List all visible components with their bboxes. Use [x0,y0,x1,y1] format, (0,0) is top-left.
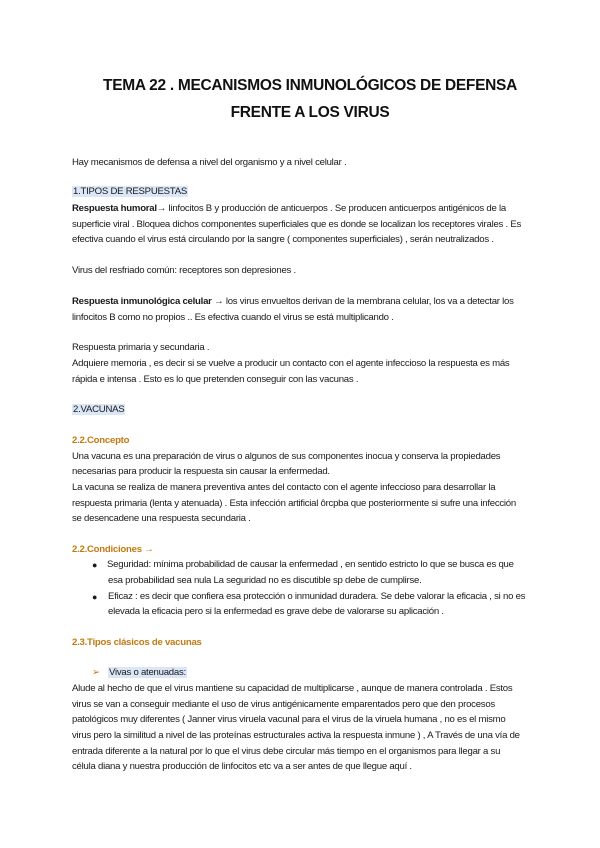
vivas-line-1: Alude al hecho de que el virus mantiene su capacidad de multiplicarse , aunque de manera controlada . Estos [72,683,513,694]
seguridad-line-2: esa probabilidad sea nula La seguridad no es discutible sp debe de cumplirse. [108,575,422,586]
section-2-heading: 2.VACUNAS [73,404,125,415]
vivas-line-4: virus pero la similitud a nivel de las proteínas estructurales activa la respuesta inmune ) , A Través de una vía de [72,730,520,741]
vivas-line-6: célula diana y nuestra producción de linfocitos etc va a ser antes de que llegue aquí . [72,761,412,772]
concepto-line-1: Una vacuna es una preparación de virus o algunos de sus componentes inocua y conserva la propiedades [72,451,501,462]
document-title-line-1: TEMA 22 . MECANISMOS INMUNOLÓGICOS DE DEFENSA [103,77,517,94]
concepto-line-5: se desencadene una respuesta secundaria . [72,513,251,524]
vivas-label: Vivas o atenuadas: [109,667,186,678]
humoral-paragraph-line-3: efectiva cuando el virus está circulando por la sangre ( componentes superficiales) , serán neutralizados . [72,234,494,245]
resfriado-paragraph: Virus del resfriado común: receptores son depresiones . [72,265,296,276]
celular-paragraph-line-2: linfocitos B como no propios .. Es efectiva cuando el virus se está multiplicando . [72,312,394,323]
concepto-line-4: respuesta primaria (lenta y atenuada) . Esta infección artificial ôrcpba que posteriormente si sufre una infección [72,498,516,509]
eficaz-line-2: elevada la eficacia pero si la enfermedad es grave debe de valorarse su aplicación . [108,606,444,617]
humoral-paragraph-line-1: Respuesta humoral→ linfocitos B y producción de anticuerpos . Se producen anticuerpos antigénicos de la [72,203,506,214]
primaria-paragraph-line-1: Respuesta primaria y secundaria . [72,342,210,353]
intro-paragraph: Hay mecanismos de defensa a nivel del organismo y a nivel celular . [72,157,347,168]
bullet-dot-icon: ● [92,592,98,602]
celular-label: Respuesta inmunológica celular [72,296,212,307]
arrowhead-bullet-icon: ➢ [92,667,100,678]
humoral-label: Respuesta humoral [72,203,157,214]
primaria-paragraph-line-3: rápida e intensa . Esto es lo que pretenden conseguir con las vacunas . [72,374,359,385]
concepto-line-3: La vacuna se realiza de manera preventiva antes del contacto con el agente infeccioso para desarrollar la [72,482,496,493]
seguridad-line-1: Seguridad: mínima probabilidad de causar la enfermedad , en sentido estricto lo que se busca es que [107,559,514,570]
document-title-line-2: FRENTE A LOS VIRUS [230,104,390,121]
vivas-line-2: virus se van a conseguir mediante el uso de virus antigénicamente emparentados pero que den procesos [72,699,495,710]
vivas-line-5: entrada diferente a la natural por lo que el virus debe circular más tiempo en el organismos para llegar a su [72,746,501,757]
humoral-paragraph-line-2: superficie viral . Bloquea dichos componentes superficiales que es donde se localizan los receptores virales . Es [72,219,522,230]
section-1-heading: 1.TIPOS DE RESPUESTAS [73,186,187,197]
concepto-heading: 2.2.Concepto [72,435,130,446]
eficaz-line-1: Eficaz : es decir que confiera esa protección o inmunidad duradera. Se debe valorar la eficacia , si no es [108,591,526,602]
bullet-dot-icon: ● [92,560,98,570]
concepto-line-2: necesarias para producir la respuesta sin causar la enfermedad. [72,466,330,477]
tipos-heading: 2.3.Tipos clásicos de vacunas [72,637,202,648]
celular-paragraph-line-1: Respuesta inmunológica celular → los virus envueltos derivan de la membrana celular, los va a detectar los [72,296,514,307]
condiciones-heading: 2.2.Condiciones → [72,544,154,555]
vivas-line-3: patológicos muy diferentes ( Janner virus viruela vacunal para el virus de la viruela humana , no es el mismo [72,714,506,725]
primaria-paragraph-line-2: Adquiere memoria , es decir si se vuelve a producir un contacto con el agente infeccioso la respuesta es más [72,358,510,369]
